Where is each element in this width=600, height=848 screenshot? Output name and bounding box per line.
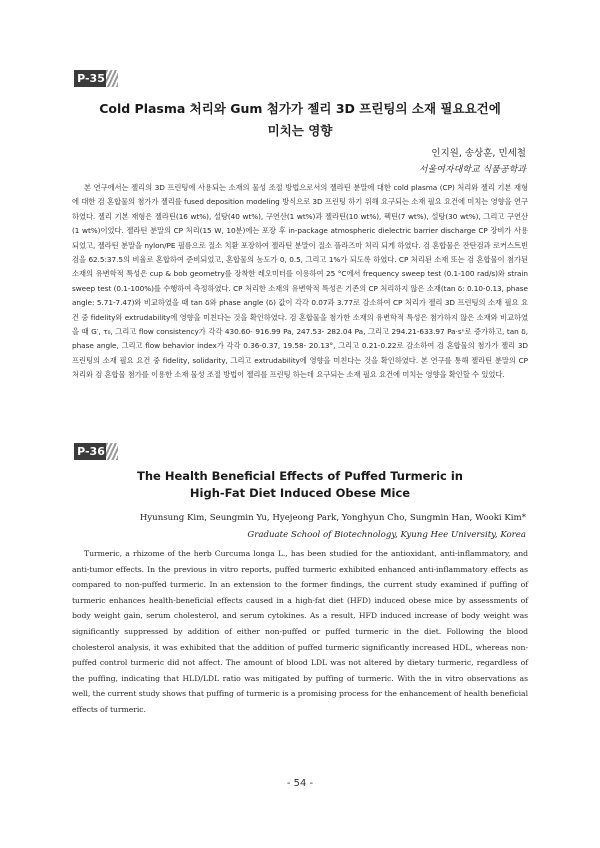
abstract-p35: 본 연구에서는 젤리의 3D 프린팅에 사용되는 소재의 물성 조절 방법으로서의 젤라틴 분말에 대한 cold plasma (CP) 처리와 젤리 기본 재형에 대한 검 혼합물의 첨가가 젤리를 fused deposition modeling 방식으로 3D 프린팅 하기 위해 요구되는 소재 필요 요건에 미치는 영향을 연구하였다. 젤리 기본 재형은 젤라틴(16 wt%), 설탕(40 wt%), 구연산(1 wt%)과 젤라틴(10 wt%), 펙틴(7 wt%), 설탕(30 wt%), 그리고 구연산(1 wt%)이었다. 젤라틴 분말의 CP 처리(15 W, 10분)에는 포장 후 in-package atmospheric dielectric barrier discharge CP 장비가 사용되었고, 젤라틴 분말을 nylon/PE 필름으로 질소 치환 포장하여 젤라틴 분말이 질소 플라즈마 처리 되게 하였다. 검 혼합물은 잔탄검과 로커스트빈검을 62.5:37.5의 비율로 혼합하여 준비되었고, 혼합물의 농도가 0, 0.5, 그리고 1%가 되도록 하였다. CP 처리된 소재 또는 검 혼합물이 첨가된 소재의 유변학적 특성은 cup & bob geometry를 장착한 레오미터를 이용하여 25 °C에서 frequency sweep test (0.1-100 rad/s)와 strain sweep test (0.1-100%)를 수행하여 측정하였다. CP 처리한 소재의 유변학적 특성은 기존의 CP 처리하지 않은 소재(tan δ: 0.10-0.13, phase angle: 5.71-7.47)와 비교하였을 때 tan δ와 phase angle (δ) 값이 각각 0.07과 3.77로 감소하여 CP 처리가 젤리 3D 프린팅의 소재 필요 요건 중 fidelity와 extrudability에 영향을 미친다는 것을 확인하였다. 검 혼합물을 첨가한 소재의 유변학적 특성은 첨가하지 않은 소재와 비교하였을 때 G′, τ₀, 그리고 flow consistency가 각각 430.60- 916.99 Pa, 247.53- 282.04 Pa, 그리고 294.21-633.97 Pa·sⁿ로 증가하고, tan δ, phase angle, 그리고 flow behavior index가 각각 0.36-0.37, 19.58- 20.13°, 그리고 0.21-0.22로 감소하여 검 혼합물의 첨가가 젤리 3D 프린팅의 소재 필요 요건 중 fidelity, solidarity, 그리고 extrudability에 영향을 미친다는 것을 확인하였다. 본 연구를 통해 젤라틴 분말의 CP 처리와 검 혼합물 첨가를 이용한 소재 물성 조절 방법이 젤리를 프린팅 하는데 요구되는 소재 필요 요건에 미치는 영향을 확인할 수 있었다. [72,183,528,380]
title-line-1: The Health Beneficial Effects of Puffed Turmeric in [137,469,463,483]
paper-title-p36 [70,468,530,502]
affiliation-p35: 서울여자대학교 식품공학과 [418,165,526,175]
title-line-2: 미치는 영향 [267,123,333,138]
authors-p36: Hyunsung Kim, Seungmin Yu, Hyejeong Park, Yonghyun Cho, Sungmin Han, Wooki Kim* [139,513,526,523]
tag-stripes-decoration [106,443,118,460]
paper-title-p35 [70,98,530,142]
tag-label: P-36 [74,443,108,460]
title-line-2: High-Fat Diet Induced Obese Mice [189,486,411,500]
section-tag-p36 [74,443,118,460]
section-tag-p35 [74,70,118,87]
tag-label: P-35 [74,70,108,87]
page-number: - 54 - [286,778,314,789]
title-line-1: Cold Plasma 처리와 Gum 첨가가 젤리 3D 프린팅의 소재 필요요건에 [99,101,501,116]
authors-p35: 인지원, 송상훈, 민세철 [431,148,526,159]
abstract-p36: Turmeric, a rhizome of the herb Curcuma longa L., has been studied for the antioxidant, anti-inflammatory, and anti-tumor effects. In the previous in vitro reports, puffed turmeric exhibited enhanced anti-inflammatory effects as compared to non-puffed turmeric. In an extension to the former findings, the current study examined if puffing of turmeric enhances health-beneficial effects caused in a high-fat diet (HFD) induced obese mice by assessments of body weight gain, serum cholesterol, and serum cytokines. As a result, HFD induced increase of body weight was significantly suppressed by addition of either non-puffed or puffed turmeric in the diet. Following the blood cholesterol analysis, it was exhibited that the addition of puffed turmeric significantly increased HDL, whereas non-puffed control turmeric did not affect. The amount of blood LDL was not altered by dietary turmeric, regardless of the puffing, indicating that HLD/LDL ratio was mitigated by puffing of turmeric. With the in vitro observations as well, the current study shows that puffing of turmeric is a promising process for the enhancement of health beneficial effects of turmeric. [72,549,528,714]
affiliation-p36: Graduate School of Biotechnology, Kyung Hee University, Korea [247,530,526,540]
tag-stripes-decoration [106,70,118,87]
